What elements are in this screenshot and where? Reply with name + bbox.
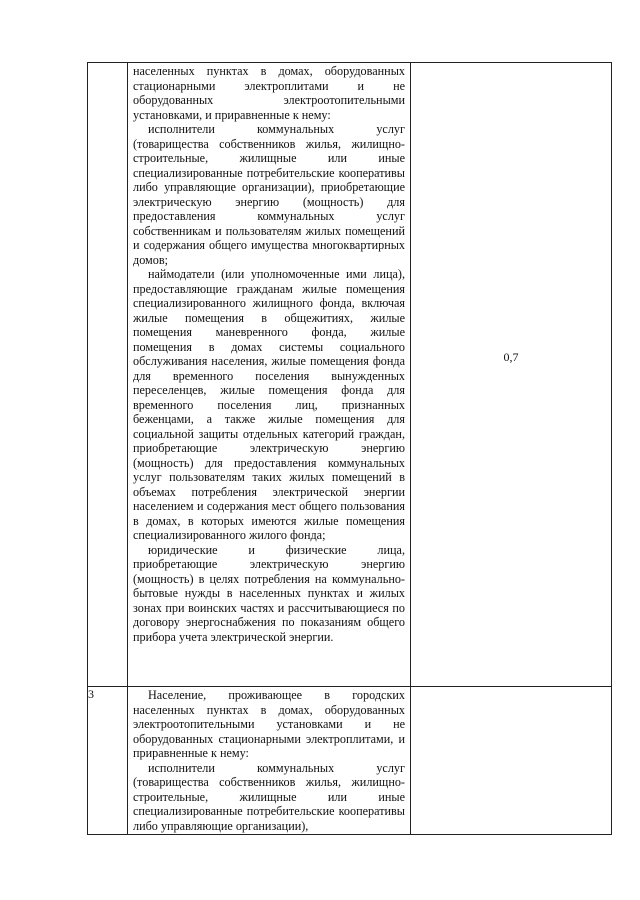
category-paragraph: населенных пунктах в домах, оборудованных стационарными электроплитами и не оборудованных электроотопительными установками, и приравненные к нему: — [133, 64, 405, 122]
category-paragraph: юридические и физические лица, приобретающие электрическую энергию (мощность) в целях потребления на коммунально-бытовые нужды в населенных пунктах и жилых зонах при воинских частях и рассчитывающиеся по договору энергоснабжения по показаниям общего прибора учета электрической энергии. — [133, 542, 405, 644]
consumer-category-cell — [128, 687, 411, 835]
category-paragraph: Население, проживающее в городских населенных пунктах в домах, оборудованных электроотопительными установками и не оборудованных стационарными электроплитами, и приравненные к нему: — [133, 688, 405, 760]
category-paragraph: исполнители коммунальных услуг (товарищества собственников жилья, жилищно-строительные, жилищные или иные специализированные потребительские кооперативы либо управляющие организации), — [133, 760, 405, 833]
category-paragraph: исполнители коммунальных услуг (товарищества собственников жилья, жилищно-строительные, жилищные или иные специализированные потребительские кооперативы либо управляющие организации), приобретающие электрическую энергию (мощность) для предоставления коммунальных услуг собственникам и пользователям жилых помещений и содержания общего имущества многоквартирных домов; — [133, 122, 405, 267]
coefficient-cell — [411, 687, 612, 835]
category-paragraph: наймодатели (или уполномоченные ими лица), предоставляющие гражданам жилые помещения специализированного жилищного фонда, включая жилые помещения в общежитиях, жилые помещения маневренного фонда, жилые помещения в домах системы социального обслуживания населения, жилые помещения фонда для временного поселения вынужденных переселенцев, жилые помещения фонда для временного поселения лиц, признанных беженцами, а также жилые помещения для социальной защиты отдельных категорий граждан, приобретающие электрическую энергию (мощность) для предоставления коммунальных услуг пользователям таких жилых помещений в объемах потребления электрической энергии населением и содержания мест общего пользования в домах, в которых имеются жилые помещения специализированного жилого фонда; — [133, 267, 405, 542]
table-row — [88, 687, 612, 835]
tariff-table — [87, 62, 612, 835]
table-row — [88, 63, 612, 687]
coefficient-cell — [411, 63, 612, 687]
row-number-cell — [88, 63, 128, 687]
row-number-cell: 3 — [88, 687, 128, 835]
coefficient-value: 0,7 — [503, 350, 519, 364]
consumer-category-cell — [128, 63, 411, 687]
